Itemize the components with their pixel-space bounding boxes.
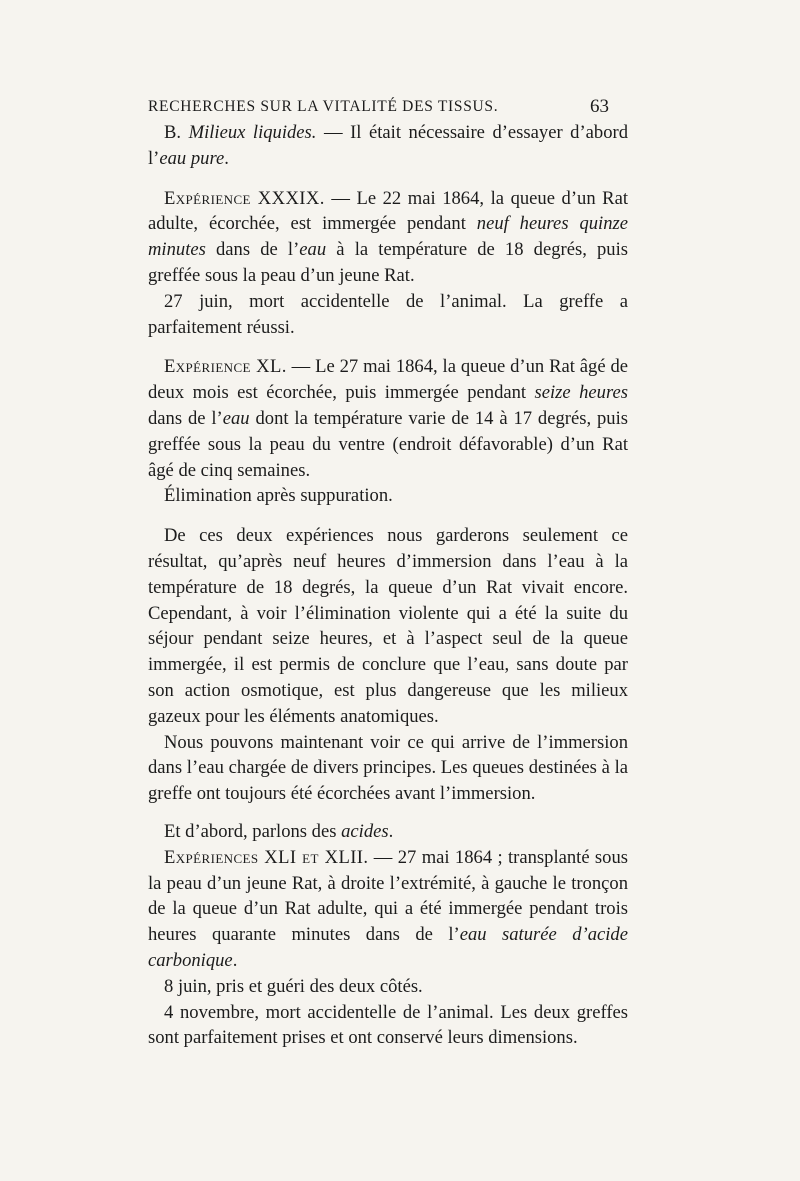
text-run: dans de l’ [148,407,223,429]
emphasis: seize heures [534,382,628,404]
experiment-label: Expérience XL. [164,356,287,378]
running-header [148,98,618,116]
experiment-label: Expériences XLI et XLII. [164,846,369,868]
paragraph-result-41-42-a: 8 juin, pris et guéri des deux côtés. [164,975,423,997]
paragraph-experience-40 [148,354,628,483]
paragraph-acides [148,819,628,845]
emphasis: eau [222,407,250,429]
emphasis: acides [341,820,389,842]
paragraph-milieux-liquides [148,120,628,172]
section-title: Milieux liquides. [188,122,317,143]
running-title: RECHERCHES SUR LA VITALITÉ DES TISSUS. [148,98,499,115]
text-run: . [224,147,229,169]
section-letter: B. [164,122,189,143]
experiment-label: Expérience XXXIX. [164,187,325,209]
text-run: à la température de 18 degrés, puis greffée sous la peau d’un jeune Rat. [148,239,628,286]
text-run: l’ [148,147,160,169]
emphasis: eau saturée d’acide carbonique [148,924,628,971]
paragraph-experience-39 [148,186,628,289]
text-run: Et d’abord, parlons des [164,820,342,842]
emphasis: neuf heures quinze minutes [148,213,628,261]
page-body [148,120,628,1051]
page-number: 63 [590,96,609,117]
text-run: — Le 27 mai 1864, la queue d’un Rat âgé de deux mois est écorchée, puis immergée pendant [148,356,629,404]
emphasis: eau pure [159,147,225,169]
paragraph-result-39: 27 juin, mort accidentelle de l’animal. La greffe a parfaitement réussi. [148,290,628,338]
text-run: — Le 22 mai 1864, la queue d’un Rat adulte, écorchée, est immergée pendant [148,187,628,235]
text-run: — 27 mai 1864 ; transplanté sous la peau d’un jeune Rat, à droite l’extrémité, à gauche le tronçon de la queue d’un Rat adulte, qui a été immergée pendant trois heures quarante minutes dans de l’ [148,846,628,946]
paragraph-transition: Nous pouvons maintenant voir ce qui arrive de l’immersion dans l’eau chargée de divers principes. Les queues destinées à la greffe ont toujours été écorchées avant l’immersion. [148,731,628,805]
text-run: . [388,820,394,842]
emphasis: eau [299,239,327,261]
paragraph-conclusion: De ces deux expériences nous garderons seulement ce résultat, qu’après neuf heures d’immersion dans l’eau à la température de 18 degrés, la queue d’un Rat vivait encore. Cependant, à voir l’élimination violente qui a été la suite du séjour pendant seize heures, et à l’aspect seul de la queue immergée, il est permis de conclure que l’eau, sans doute par son action osmotique, est plus dangereuse que les milieux gazeux pour les éléments anatomiques. [148,525,628,727]
text-run: dont la température varie de 14 à 17 degrés, puis greffée sous la peau du ventre (endroit défavorable) d’un Rat âgé de cinq semaines. [148,407,628,481]
text-run: dans de l’ [205,239,300,261]
text-run: . [232,949,238,971]
paragraph-result-41-42-b: 4 novembre, mort accidentelle de l’animal. Les deux greffes sont parfaitement prises et ont conservé leurs dimensions. [148,1001,628,1049]
paragraph-result-40: Élimination après suppuration. [164,485,393,507]
paragraph-experiences-41-42 [148,845,628,974]
text-run: — Il était nécessaire d’essayer d’abord [316,122,629,143]
